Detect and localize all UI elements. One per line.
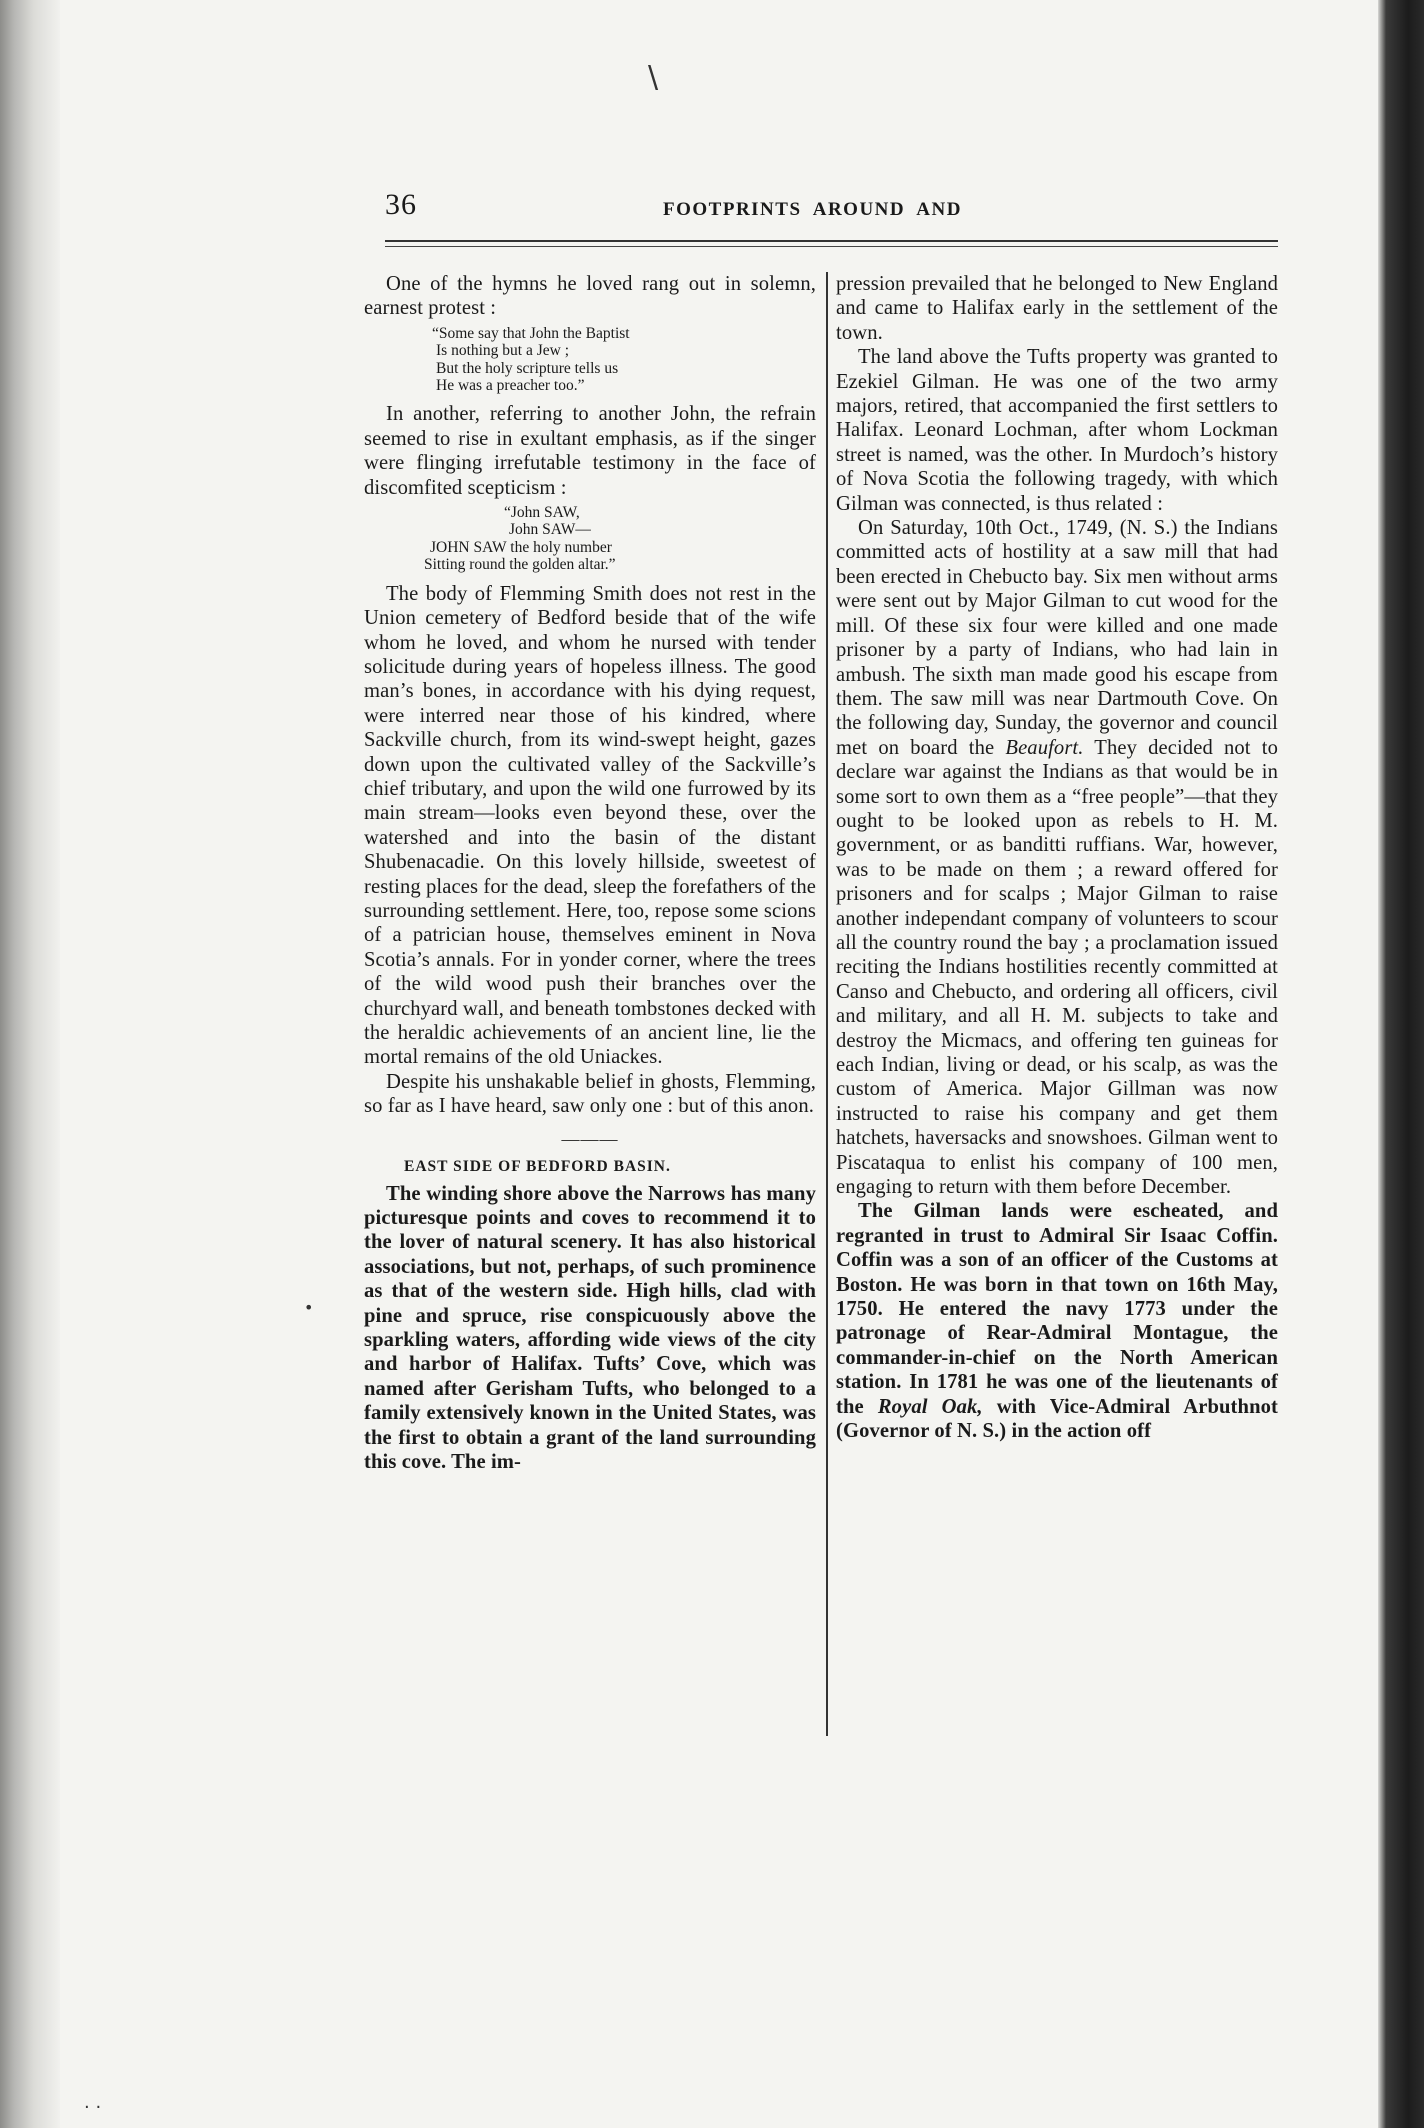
ship-name: Royal Oak,	[877, 1395, 983, 1418]
header-rule-thin	[385, 246, 1278, 247]
paragraph-text: with Vice-Admiral Arbuthnot (Governor of N. S.) in the action off	[836, 1395, 1278, 1443]
left-column	[364, 272, 816, 1475]
paragraph: One of the hymns he loved rang out in solemn, earnest protest :	[364, 273, 816, 320]
section-body	[836, 1199, 1278, 1443]
paragraph: The body of Flemming Smith does not rest in the Union cemetery of Bedford beside that of the wife whom he loved, and whom he nursed with tender solicitude during years of hopeless illness. The good man’s bones, in accordance with his dying request, were interred near those of his kindred, where Sackville church, from its wind-swept height, gazes down upon the cultivated valley of the Sackville’s chief tributary, and upon the wild one furrowed by its main stream—looks even beyond these, over the watershed and into the basin of the distant Shubenacadie. On this lovely hillside, sweetest of resting places for the dead, sleep the forefathers of the surrounding settlement. Here, too, repose some scions of a patrician house, themselves eminent in Nova Scotia’s annals. For in yonder corner, where the trees of the wild wood push their branches over the churchyard wall, and beneath tombstones decked with the heraldic achievements of an ancient line, lie the mortal remains of the old Uniackes.	[364, 582, 816, 1069]
verse-line: “Some say that John the Baptist	[432, 324, 630, 342]
section-separator: ———	[561, 1128, 619, 1149]
paragraph-text: On Saturday, 10th Oct., 1749, (N. S.) the Indians committed acts of hostility at a saw mill that had been erected in Chebucto bay. Six men without arms were sent out by Major Gilman to cut wood for the mill. Of these six four were killed and one made prisoner by a party of Indians, who had lain in ambush. The sixth man made good his escape from them. The saw mill was near Dartmouth Cove. On the following day, Sunday, the governor and council met on board the	[836, 517, 1278, 759]
verse-line: JOHN SAW the holy number	[430, 538, 612, 556]
page-header	[385, 188, 1278, 228]
verse-line: But the holy scripture tells us	[436, 359, 619, 377]
verse-line: “John SAW,	[504, 504, 580, 522]
header-rule-thick	[385, 240, 1278, 242]
bottom-marks: . .	[84, 2092, 102, 2113]
paragraph: pression prevailed that he belonged to New England and came to Halifax early in the settlement of the town.	[836, 273, 1278, 344]
section-body	[364, 1182, 816, 1475]
paragraph: In another, referring to another John, the refrain seemed to rise in exultant emphasis, as if the singer were flinging irrefutable testimony in the face of discomfited scepticism :	[364, 403, 816, 499]
ship-name: Beaufort.	[1005, 736, 1084, 759]
stray-tick-mark: \	[648, 60, 659, 95]
paragraph-text: They decided not to declare war against the Indians as that would be in some sort to own them as a “free people”—that they ought to be looked upon as rebels to H. M. government, or as banditti ruffians. War, however, was to be made on them ; a reward offered for prisoners and for scalps ; Major Gilman to raise another independant company of volunteers to scour all the country round the bay ; a proclamation issued reciting the Indians hostilities recently committed at Canso and Chebucto, and ordering all officers, civil and military, and all H. M. subjects to take and destroy the Micmacs, and offering ten guineas for each Indian, living or dead, or his scalp, as was the custom of America. Major Gillman was now instructed to raise his company and get them hatchets, haversacks and snowshoes. Gilman went to Piscataqua to enlist his company of 100 men, engaging to return with them before December.	[836, 736, 1278, 1199]
paragraph: The winding shore above the Narrows has many picturesque points and coves to recommend it to the lover of natural scenery. It has also historical associations, but not, perhaps, of such prominence as that of the western side. High hills, clad with pine and spruce, rise conspicuously above the sparkling waters, affording wide views of the city and harbor of Halifax. Tufts’ Cove, which was named after Gerisham Tufts, who belonged to a family extensively known in the United States, was the first to obtain a grant of the land surrounding this cove. The im-	[364, 1182, 816, 1474]
facing-page-edge	[1378, 0, 1424, 2128]
verse-line: Sitting round the golden altar.”	[424, 556, 616, 574]
margin-dot: •	[304, 1298, 314, 1317]
section-heading: EAST SIDE OF BEDFORD BASIN.	[404, 1157, 671, 1175]
running-title: FOOTPRINTS AROUND AND	[663, 199, 962, 220]
paragraph: Despite his unshakable belief in ghosts, Flemming, so far as I have heard, saw only one : but of this anon.	[364, 1070, 816, 1118]
verse-line: Is nothing but a Jew ;	[436, 342, 570, 360]
paragraph-text: The Gilman lands were escheated, and regranted in trust to Admiral Sir Isaac Coffin. Coffin was a son of an officer of the Customs at Boston. He was born in that town on 16th May, 1750. He entered the navy 1773 under the patronage of Rear-Admiral Montague, the commander-in-chief on the North American station. In 1781 he was one of the lieutenants of the	[836, 1200, 1278, 1418]
paragraph: The land above the Tufts property was granted to Ezekiel Gilman. He was one of the two army majors, retired, that accompanied the first settlers to Halifax. Leonard Lochman, after whom Lockman street is named, was the other. In Murdoch’s history of Nova Scotia the following tragedy, with which Gilman was connected, is thus related :	[836, 346, 1278, 515]
book-gutter-shadow	[0, 0, 60, 2128]
right-column	[836, 272, 1278, 1444]
paragraph	[836, 1199, 1278, 1443]
hymn-verse	[364, 504, 816, 574]
column-divider	[826, 272, 828, 1736]
verse-line: He was a preacher too.”	[436, 377, 585, 395]
paragraph	[836, 516, 1278, 1199]
hymn-verse	[364, 325, 816, 395]
page-number: 36	[385, 188, 417, 221]
verse-line: John SAW—	[509, 521, 591, 539]
